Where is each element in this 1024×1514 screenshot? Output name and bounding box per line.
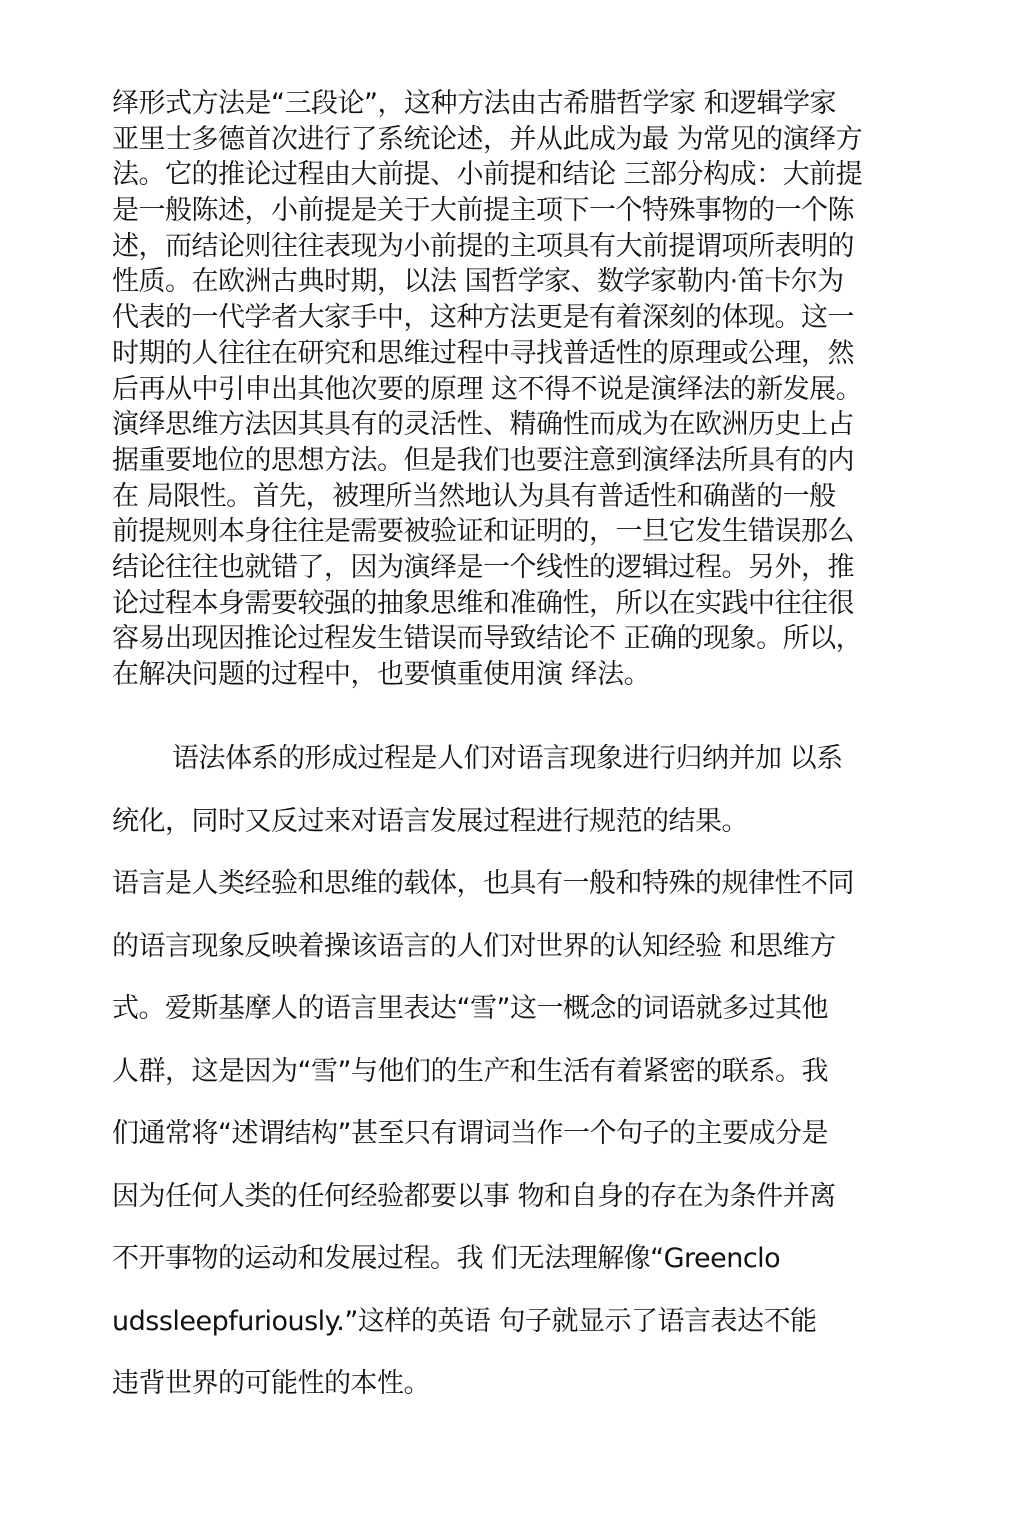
text-line: 语言是人类经验和思维的载体，也具有一般和特殊的规律性不同	[112, 868, 854, 899]
text-line: 结论往往也就错了，因为演绎是一个线性的逻辑过程。另外，推	[112, 551, 854, 583]
text-line: 演绎思维方法因其具有的灵活性、精确性而成为在欧洲历史上占	[112, 409, 854, 441]
text-line: 前提规则本身往往是需要被验证和证明的，一旦它发生错误那么	[112, 516, 854, 548]
text-line: 们通常将“述谓结构”甚至只有谓词当作一个句子的主要成分是	[112, 1118, 828, 1149]
text-line: 述，而结论则往往表现为小前提的主项具有大前提谓项所表明的	[112, 230, 854, 262]
text-line: 据重要地位的思想方法。但是我们也要注意到演绎法所具有的内	[112, 444, 854, 476]
text-line: 后再从中引申出其他次要的原理 这不得不说是演绎法的新发展。	[112, 373, 863, 405]
paragraph-grammar-language	[112, 728, 918, 1416]
text-line: udssleepfuriously.”这样的英语 句子就显示了语言表达不能	[112, 1305, 817, 1337]
text-line: 绎形式方法是“三段论”，这种方法由古希腊哲学家 和逻辑学家	[112, 88, 837, 119]
text-line: 论过程本身需要较强的抽象思维和准确性，所以在实践中往往很	[112, 587, 854, 619]
text-line: 性质。在欧洲古典时期，以法 国哲学家、数学家勒内·笛卡尔为	[112, 266, 844, 298]
text-line: 人群，这是因为“雪”与他们的生产和生活有着紧密的联系。我	[112, 1055, 828, 1087]
paragraph-deduction	[112, 86, 918, 693]
text-line: 代表的一代学者大家手中，这种方法更是有着深刻的体现。这一	[112, 302, 854, 334]
text-line: 亚里士多德首次进行了系统论述，并从此成为最 为常见的演绎方	[112, 123, 863, 155]
text-line: 容易出现因推论过程发生错误而导致结论不 正确的现象。所以，	[112, 623, 863, 655]
text-line: 时期的人往往在研究和思维过程中寻找普适性的原理或公理，然	[112, 337, 854, 369]
text-line: 语法体系的形成过程是人们对语言现象进行归纳并加 以系	[172, 743, 843, 774]
text-line: 是一般陈述，小前提是关于大前提主项下一个特殊事物的一个陈	[112, 195, 854, 227]
text-line: 统化，同时又反过来对语言发展过程进行规范的结果。	[112, 805, 748, 837]
text-line: 式。爱斯基摩人的语言里表达“雪”这一概念的词语就多过其他	[112, 993, 828, 1024]
text-line: 不开事物的运动和发展过程。我 们无法理解像“Greenclo	[112, 1243, 781, 1274]
text-line: 在 局限性。首先，被理所当然地认为具有普适性和确凿的一般	[112, 480, 836, 512]
text-line: 的语言现象反映着操该语言的人们对世界的认知经验 和思维方	[112, 930, 836, 962]
text-line: 法。它的推论过程由大前提、小前提和结论 三部分构成：大前提	[112, 159, 863, 191]
text-line: 违背世界的可能性的本性。	[112, 1368, 430, 1399]
text-line: 在解决问题的过程中，也要慎重使用演 绎法。	[112, 659, 651, 690]
text-line: 因为任何人类的任何经验都要以事 物和自身的存在为条件并离	[112, 1180, 836, 1212]
